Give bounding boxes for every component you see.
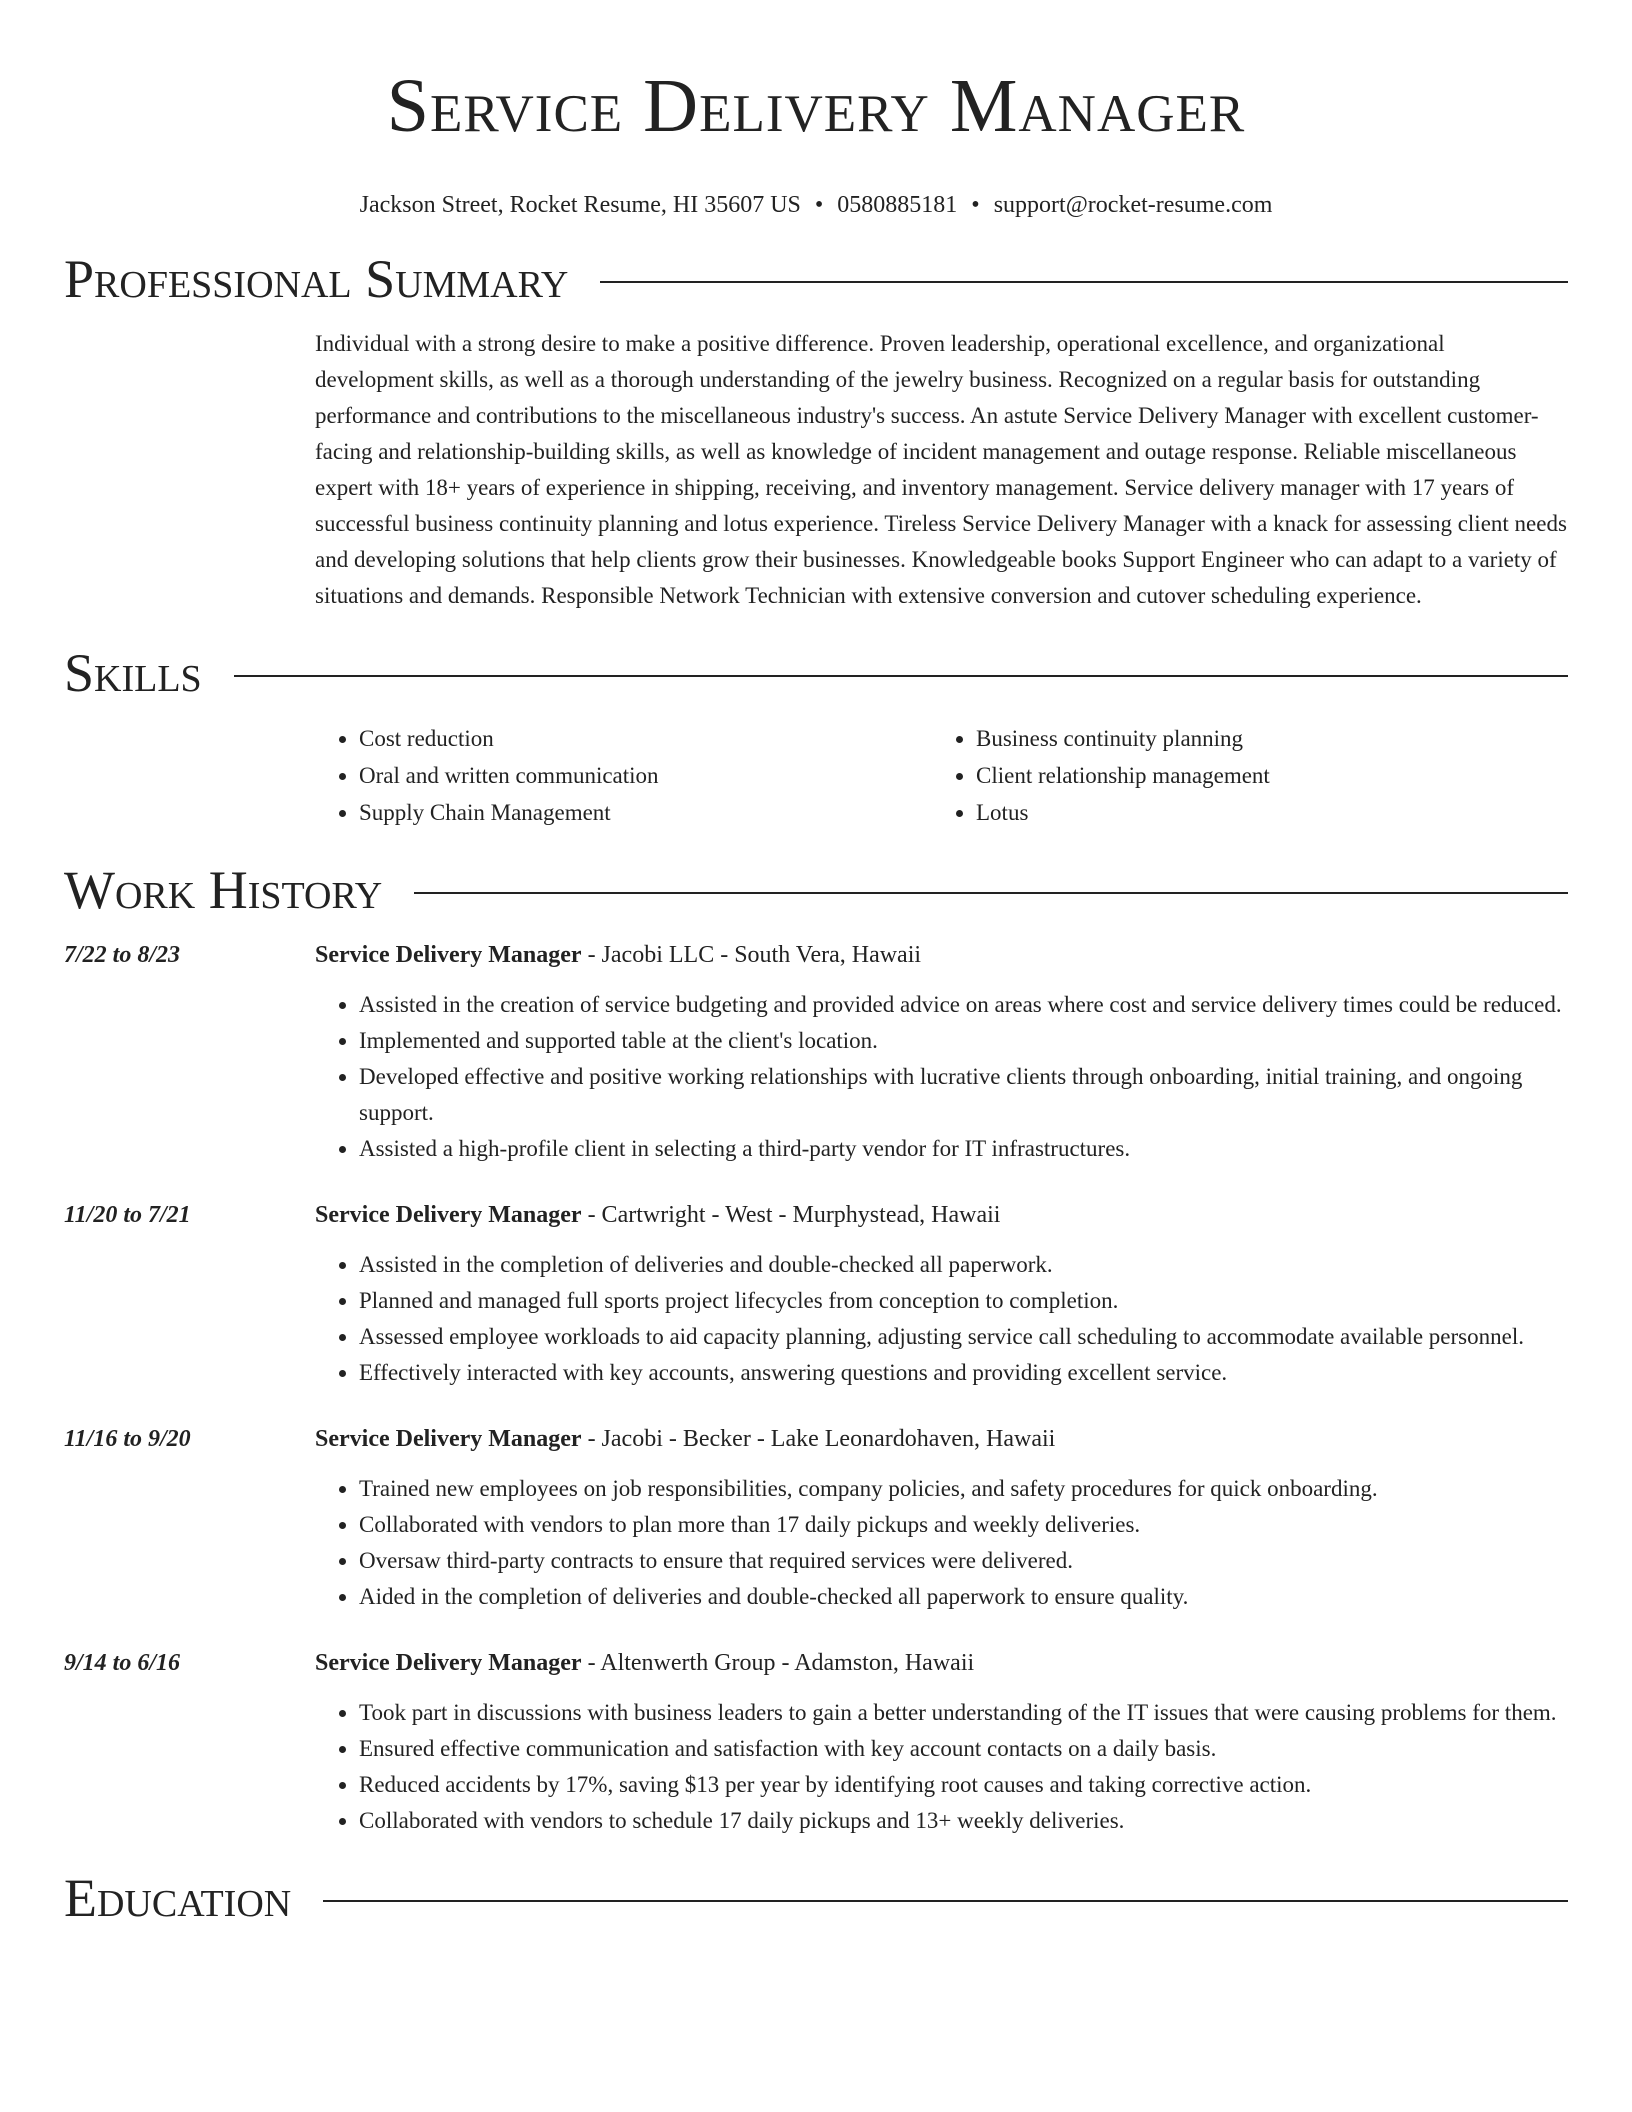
skill-item: • Lotus	[976, 794, 1549, 831]
job-bullets	[315, 987, 1568, 1167]
job-entry	[64, 1421, 1568, 1615]
job-bullet: • Trained new employees on job responsibilities, company policies, and safety procedures for quick onboarding.	[359, 1471, 1568, 1507]
job-bullet: • Collaborated with vendors to schedule 17 daily pickups and 13+ weekly deliveries.	[359, 1803, 1568, 1839]
section-divider	[414, 892, 1568, 894]
skill-item: • Cost reduction	[359, 720, 932, 757]
phone: 0580885181	[837, 192, 958, 218]
job-entry	[64, 1645, 1568, 1839]
job-bullet: • Oversaw third-party contracts to ensure that required services were delivered.	[359, 1543, 1568, 1579]
job-bullet: • Implemented and supported table at the client's location.	[359, 1023, 1568, 1059]
separator: •	[971, 192, 980, 218]
job-bullet: • Ensured effective communication and satisfaction with key account contacts on a daily basis.	[359, 1731, 1568, 1767]
job-dates: 7/22 to 8/23	[64, 942, 181, 968]
job-bullets	[315, 1247, 1568, 1391]
skills-title: Skills	[64, 643, 202, 703]
job-bullet: • Assisted in the completion of deliveries and double-checked all paperwork.	[359, 1247, 1568, 1283]
resume-name: Service Delivery Manager	[386, 64, 1246, 148]
job-title: Service Delivery Manager	[315, 942, 582, 968]
job-title: Service Delivery Manager	[315, 1426, 582, 1452]
job-details: - Cartwright - West - Murphystead, Hawaii	[581, 1202, 1001, 1228]
job-entry	[64, 1197, 1568, 1391]
summary-text: Individual with a strong desire to make a positive difference. Proven leadership, operational excellence, and organizational development skills, as well as a thorough understanding of the jewelry business. Recognized on a regular basis for outstanding performance and contributions to the miscellaneous industry's success. An astute Service Delivery Manager with excellent customer-facing and relationship-building skills, as well as knowledge of incident management and outage response. Reliable miscellaneous expert with 18+ years of experience in shipping, receiving, and inventory management. Service delivery manager with 17 years of successful business continuity planning and lotus experience. Tireless Service Delivery Manager with a knack for assessing client needs and developing solutions that help clients grow their businesses. Knowledgeable books Support Engineer who can adapt to a variety of situations and demands. Responsible Network Technician with extensive conversion and cutover scheduling experience.	[315, 331, 1567, 608]
job-heading	[315, 1645, 1568, 1681]
job-heading	[315, 1197, 1568, 1233]
job-bullet: • Took part in discussions with business leaders to gain a better understanding of the IT issues that were causing problems for them.	[359, 1695, 1568, 1731]
job-details: - Altenwerth Group - Adamston, Hawaii	[581, 1650, 975, 1676]
summary-section-header	[64, 246, 1568, 312]
job-bullet: • Assessed employee workloads to aid capacity planning, adjusting service call scheduling to accommodate available personnel.	[359, 1319, 1568, 1355]
skills-column-left	[315, 720, 932, 831]
education-section-header	[64, 1865, 1568, 1931]
job-heading	[315, 1421, 1568, 1457]
job-bullet: • Assisted a high-profile client in selecting a third-party vendor for IT infrastructures.	[359, 1131, 1568, 1167]
skill-item: • Supply Chain Management	[359, 794, 932, 831]
job-bullet: • Aided in the completion of deliveries and double-checked all paperwork to ensure quality.	[359, 1579, 1568, 1615]
separator: •	[814, 192, 824, 218]
job-content	[315, 1421, 1568, 1615]
section-divider	[234, 675, 1568, 677]
summary-title: Professional Summary	[64, 249, 569, 309]
job-details: - Jacobi LLC - South Vera, Hawaii	[581, 942, 922, 968]
job-bullet: • Developed effective and positive working relationships with lucrative clients through onboarding, initial training, and ongoing support.	[359, 1059, 1568, 1131]
job-dates: 11/20 to 7/21	[64, 1202, 191, 1228]
work-title: Work History	[64, 860, 383, 920]
job-entry	[64, 937, 1568, 1167]
job-heading	[315, 937, 1568, 973]
skills-section-header	[64, 640, 1568, 706]
job-bullet: • Effectively interacted with key accounts, answering questions and providing excellent service.	[359, 1355, 1568, 1391]
job-bullet: • Planned and managed full sports project lifecycles from conception to completion.	[359, 1283, 1568, 1319]
job-title: Service Delivery Manager	[315, 1650, 582, 1676]
address: Jackson Street, Rocket Resume, HI 35607 US	[359, 192, 801, 218]
job-bullet: • Collaborated with vendors to plan more than 17 daily pickups and weekly deliveries.	[359, 1507, 1568, 1543]
email: support@rocket-resume.com	[993, 192, 1273, 218]
skill-item: • Business continuity planning	[976, 720, 1549, 757]
education-title: Education	[64, 1868, 292, 1928]
job-title: Service Delivery Manager	[315, 1202, 582, 1228]
job-content	[315, 1197, 1568, 1391]
skills-list	[315, 720, 1568, 831]
job-content	[315, 1645, 1568, 1839]
skills-column-right	[932, 720, 1549, 831]
job-bullet: • Assisted in the creation of service budgeting and provided advice on areas where cost and service delivery times could be reduced.	[359, 987, 1568, 1023]
job-bullet: • Reduced accidents by 17%, saving $13 per year by identifying root causes and taking corrective action.	[359, 1767, 1568, 1803]
skill-item: • Oral and written communication	[359, 757, 932, 794]
job-content	[315, 937, 1568, 1167]
job-dates: 11/16 to 9/20	[64, 1426, 191, 1452]
job-bullets	[315, 1471, 1568, 1615]
section-divider	[600, 281, 1568, 283]
job-dates: 9/14 to 6/16	[64, 1650, 181, 1676]
section-divider	[323, 1900, 1568, 1902]
job-bullets	[315, 1695, 1568, 1839]
contact-line	[64, 190, 1568, 220]
skill-item: • Client relationship management	[976, 757, 1549, 794]
job-details: - Jacobi - Becker - Lake Leonardohaven, Hawaii	[581, 1426, 1056, 1452]
work-section-header	[64, 857, 1568, 923]
